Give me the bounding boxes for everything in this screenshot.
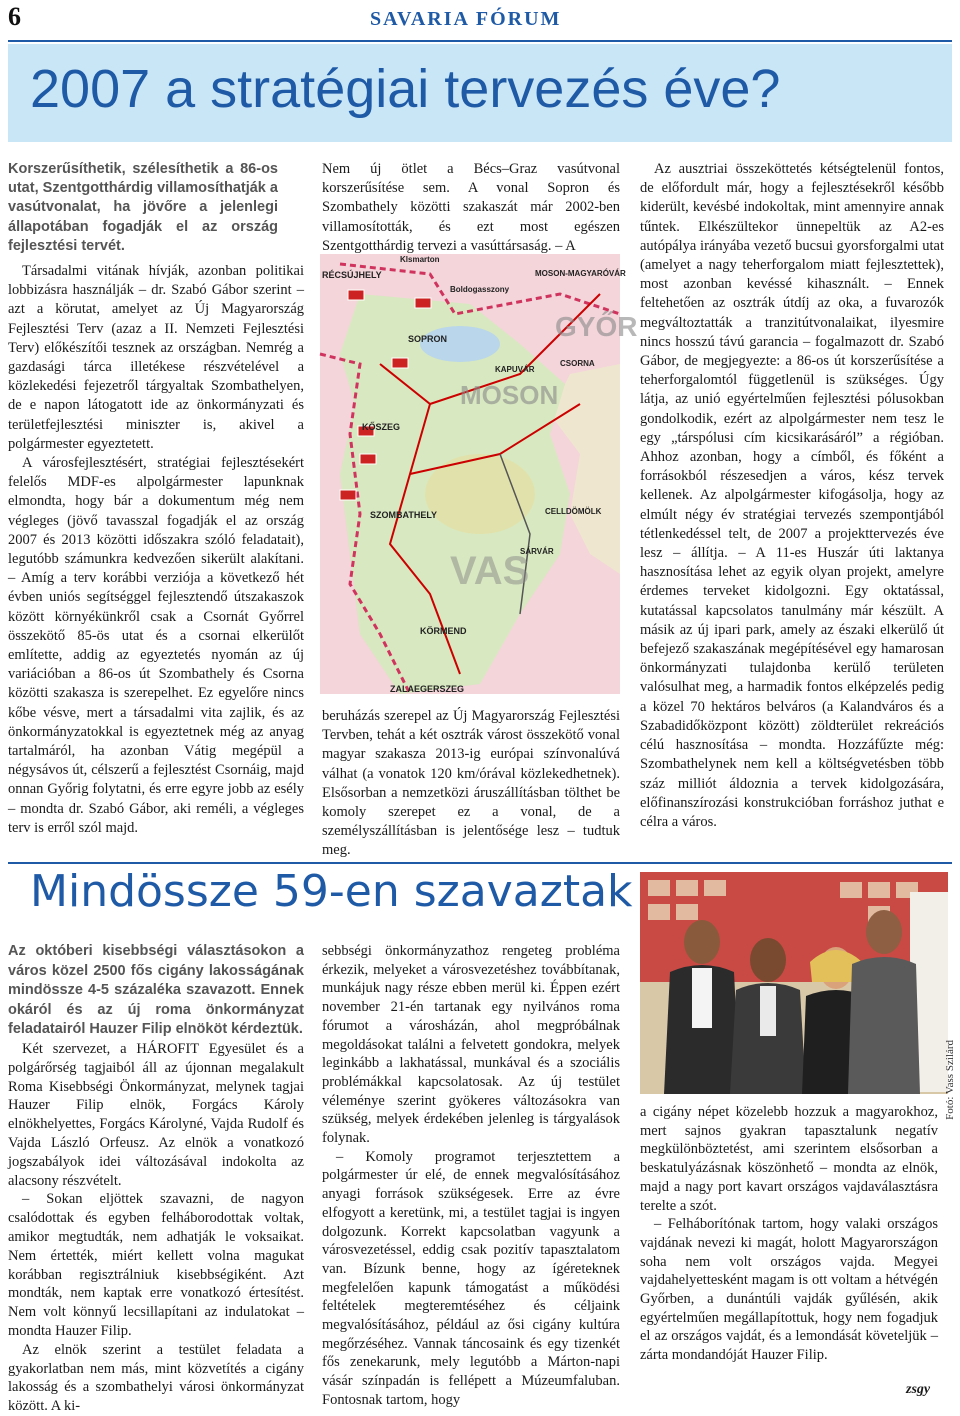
paragraph: Társadalmi vitának hívják, azonban politikai lobbizásra használják – dr. Szabó Gábor szerint – azt a körutat, amelyet az Új Magyarország Fejlesztési Terv (azaz a II. Nemzeti Fejlesztési Terv) előkészítői tesznek az országban. Nemrég a gazdasági tárca illetékese részvételével a közlekedési fejezetről tárgyaltak Szombathelyen, de e napon látogatott ide az önkormányzati és területfejlesztési miniszter is, akivel a polgármester egyeztetett. (8, 263, 304, 452)
map-label: Klsmarton (400, 255, 440, 264)
map-graphic (320, 254, 638, 694)
map-label: SOPRON (408, 334, 448, 344)
regional-map (320, 254, 638, 694)
photo-graphic (640, 872, 948, 1094)
map-label: ZALAEGERSZEG (390, 684, 465, 694)
map-label: Boldogasszony (450, 285, 510, 294)
paragraph: Két szervezet, a HÁROFIT Egyesület és a polgárőrség tagjaiból áll az újonnan megalakult Roma Kisebbségi Önkormányzat, melynek tagjai Hauzer Filip elnök, Forgács Károly elnökhelyettes, Forgács Károlyné, Vajda Rudolf és Vajda László Orfeusz. Az elnök a vonatkozó jogszabályok idei változásával indokolta az alacsony részvételt. (8, 1041, 304, 1189)
map-label: SZOMBATHELY (370, 510, 438, 520)
map-label: KÖRMEND (420, 626, 467, 636)
article2-column-2 (322, 942, 620, 1410)
author-signature: zsgy (906, 1382, 931, 1397)
page-number: 6 (8, 2, 21, 31)
map-label: CELLDÖMÖLK (545, 507, 602, 516)
article2-column-1 (8, 1040, 304, 1416)
paragraph: sebbségi önkormányzathoz rengeteg probléma érkezik, melyeket a városvezetéshez továbbítanak, munkájuk nagy része ebben merül ki. Éppen ezért november 21-én tartanak egy nyilvános roma fórumot a városházán, ahol megpróbálnak megoldásokat találni a felvetett gondokra, melyek leginkább a lakhatással, munkával és a szociális problémákkal kapcsolatosak. Az új testület véleménye szerint gyökeres változásokra van szükség, melyek érdekében jelenleg is tárgyalások folynak. (322, 943, 620, 1147)
paragraph: Az elnök szerint a testület feladata a gyakorlatban nem más, mint közvetítés a cigány lakosság és a szombathelyi városi önkormányzat között. A ki- (8, 1341, 304, 1415)
paragraph: Az ausztriai összeköttetés kétségtelenül fontos, de előfordult már, hogy a fejlesztésekről később kiderült, kevésbé indokoltak, mint amennyire annak tűntek. Elkészültekor ünnepeltük az A2-es autópálya irányába vezető bucsui gyorsforgalmi utat (amelyet a nagy teherforgalom miatt fejlesztettek), most azonban kevéssé kihasznált. – Ennek feltehetően az osztrák útdíj az oka, a fuvarozók megváltoztatták a tranzitútvonalaikat, ilyesmire nincs hosszú távú garancia – fogalmazott dr. Szabó Gábor, de megjegyezte: a 86-os út korszerűsítése a teherforgalomtól függetlenül is szükséges. Úgy látja, az unió egyértelműen fejlesztési pólusokban gondolkodik, ezért az alpolgármester nem tesz le egy „társpólusi cím kicsikarásáról” a régióban. Ahhoz azonban, hogy a címből, és főként a forrásokból részesedjen a város, kész tervek kellenek. Az alpolgármester kifogásolja, hogy az elmúlt négy év stratégiai tervezés szempontjából tétlenkedéssel telt, de 2007 a projekttervezés éve lesz – állítja. – A 11-es Huszár úti laktanya hasznosítása lehet az egyik olyan projekt, amelyre érdemes terveket kidolgozni. Egy oktatással, kutatással kapcsolatos tanulmány már készült. A másik az új ipari park, amely az északi elkerülő út befejező szakaszának megépítésével egy hamarosan önkormányzati tulajdonba kerülő területen valósulhat meg, a harmadik fontos elképzelés pedig a közel 70 hektáros belváros (a Kalandváros és a Szabadidőközpont között) zöldterület rekreációs célú hasznosítása – mondta. Hozzáfűzte még: Szombathelynek nem kell a költségvetésben több száz milliót áldoznia a tervek kidolgozására, előfinanszírozási konstrukcióban forráshoz juthat e célra a város. (640, 161, 944, 830)
article2-lead: Az októberi kisebbségi választásokon a város közel 2500 fős cigány lakosságának mindössze 4-5 százaléka szavazott. Ennek okáról és az új roma önkormányzat feladatairól Hauzer Filip elnököt kérdeztük. (8, 943, 304, 1037)
map-label: MOSON (460, 380, 559, 410)
map-label: CSORNA (560, 359, 595, 368)
article-lead: Korszerűsíthetik, szélesíthetik a 86-os utat, Szentgotthárdig villamosíthatják a vasútvonalat, ha jövőre a jelenlegi állapotában fogadják el az ország fejlesztési tervét. (8, 161, 278, 254)
map-label: SÁRVÁR (520, 547, 554, 556)
map-label: KAPUVÁR (495, 365, 535, 374)
article-headline: 2007 a stratégiai tervezés éve? (30, 59, 781, 119)
article1-column-3 (640, 160, 944, 832)
photo-credit: Fotó: Vass Szilárd (944, 1040, 956, 1120)
article1-column-1 (8, 262, 304, 838)
map-label: KŐSZEG (362, 422, 401, 432)
map-label: VAS (450, 549, 530, 593)
paragraph: beruházás szerepel az Új Magyarország Fejlesztési Tervben, tehát a két osztrák várost összekötő vonal magyar szakasza 2013-ig európai színvonalúvá válhat (a vonatok 120 km/órával közlekedhetnek). Elsősorban a nemzetközi áruszállításban tölthet be komoly szerepet ez a vonal, de a személyszállításban is jelentősége lesz – tudtuk meg. (322, 708, 620, 859)
publication-name: SAVARIA FÓRUM (370, 8, 562, 30)
article2-headline: Mindössze 59-en szavaztak (30, 866, 633, 917)
article2-column-3 (640, 1103, 938, 1365)
paragraph: – Komoly programot terjesztettem a polgármester úr elé, de ennek megvalósításához anyagi források szükségesek. Erre az évre elfogyott a keretünk, mi, a testület tagjai is ingyen dolgozunk. Korrekt kapcsolatban vagyunk a városvezetéssel, eddig csak pozitív tapasztalatom van. Bízunk benne, hogy az ígéreteknek megfelelően kapunk támogatást a működési feltételek megteremtéséhez és céljaink megvalósításához, például az ősi cigány kultúra megőrzéséhez. Vannak táncosaink és egy tizenkét fős zenekarunk, mely legutóbb a Márton-napi vásár színpadán is fellépett a Múzeumfaluban. Fontosnak tartom, hogy (322, 1148, 620, 1408)
header-rule (8, 40, 952, 42)
map-label: GYŐR (555, 311, 638, 342)
group-photo (640, 872, 948, 1094)
section-rule (8, 862, 952, 864)
map-label: MOSON-MAGYARÓVÁR (535, 269, 626, 278)
paragraph: – Sokan eljöttek szavazni, de nagyon csalódottak és egyben felháborodottak voltak, amikor megtudták, nem adhatják le voksaikat. Nem értették, miért kellett volna magukat korábban regisztrálniuk kisebbségiként. Azt mondták, nem kaptak erre vonatkozó értesítést. Nem volt könnyű lecsillapítani az indulatokat – mondta Hauzer Filip. (8, 1191, 304, 1339)
article1-column-2-top (322, 160, 620, 256)
map-label: RÉCSÚJHELY (322, 270, 382, 280)
paragraph: – Felháborítónak tartom, hogy valaki országos vajdának nevezi ki magát, holott Magyarországon soha nem volt országos vajda. Megyei vajdahelyettesként magam is ott voltam a hétvégén Győrben, a dunántúli vajdák gyűlésén, akik egyértelműen megállapítottuk, hogy nem fogadjuk el az országos vajdát, és a lemondását követeljük – zárta mondandóját Hauzer Filip. (640, 1216, 938, 1364)
paragraph: a cigány népet közelebb hozzuk a magyarokhoz, mert sajnos gyakran tapasztalunk negatív megkülönböztetést, ami szerintem elsősorban a beskatulyázásnak köszönhető – mondta az elnök, majd a nagy port kavart országos vajdaválasztásra terelte a szót. (640, 1104, 938, 1214)
paragraph: A városfejlesztésért, stratégiai fejlesztésekért felelős MDF-es alpolgármester lapunknak elmondta, hogy bár a dokumentum még nem végleges (jövő tavasszal fogadják el az ország 2007 és 2013 közötti időszakra szóló feladatait), legutóbb számunkra kedvezően sikerült alakítani. – Amíg a terv korábbi verziója a következő hét évben uniós segítséggel fejlesztendő útszakaszok között környékünkről csak a Csornát Győrrel összekötő 85-ös utat és a csornai elkerülőt említette, addig az egyeztetés nyomán az új variációban a 86-os út Szombathely és Csorna közötti szakasza is szerepelhet. Ez egyelőre nincs kőbe vésve, mert a társadalmi vita zajlik, és az önkormányzatokkal is egyeztetnek még az anyag tartalmáról, ha azonban Vátig megépül a négysávos út, célszerű a fejlesztést Csornáig, majd onnan Győrig folytatni, és erre egyre jobb az esély – mondta dr. Szabó Gábor, aki reméli, a végleges terv is erről szól majd. (8, 455, 304, 836)
paragraph: Nem új ötlet a Bécs–Graz vasútvonal korszerűsítése sem. A vonal Sopron és Szombathely közötti szakaszát már 2002-ben villamosították, és ezt most egészen Szentgotthárdig tervezi a vasúttársaság. – A (322, 161, 620, 254)
article1-column-2-bottom (322, 707, 620, 861)
